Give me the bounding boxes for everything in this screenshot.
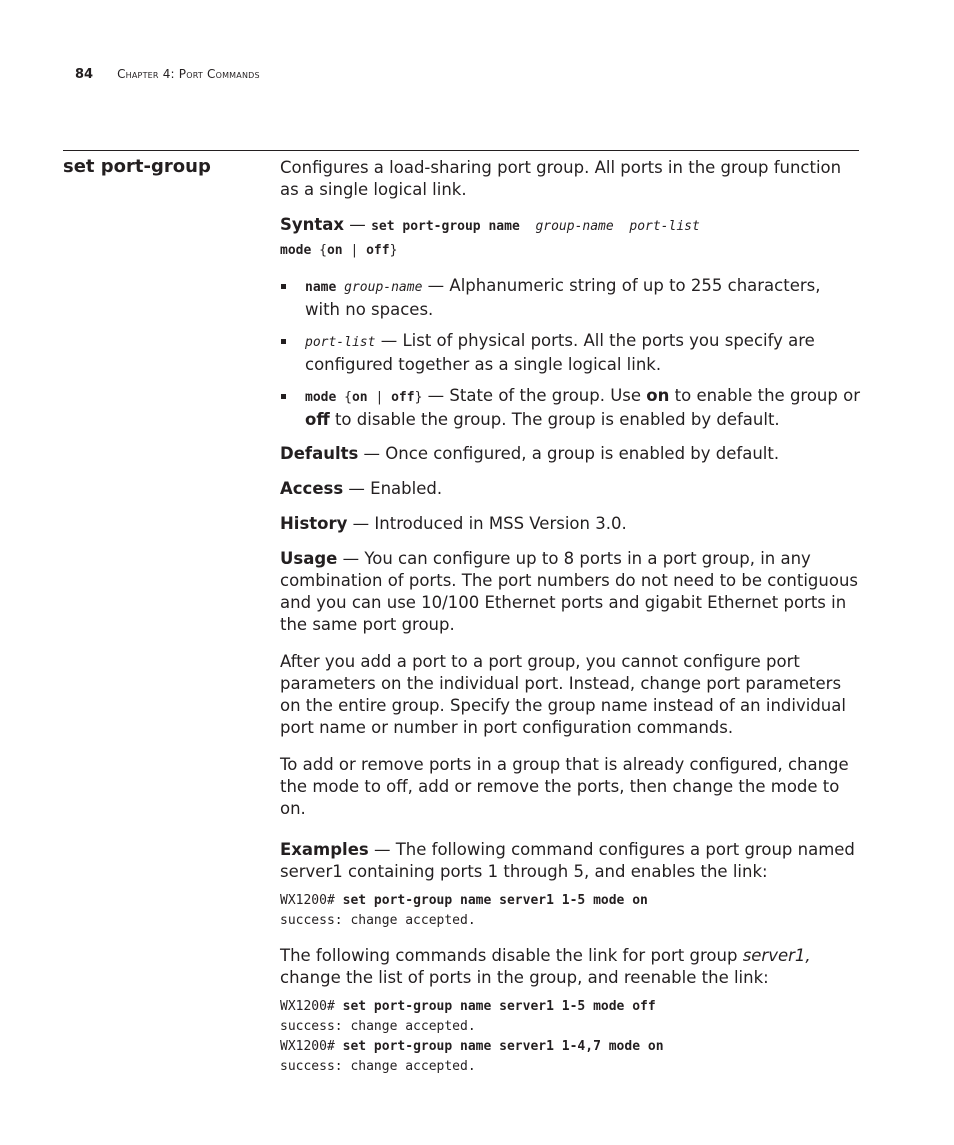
parameter-list: [280, 275, 860, 431]
examples-label: Examples: [280, 840, 369, 859]
syntax-label: Syntax: [280, 215, 345, 234]
syntax-brace-close: }: [389, 243, 398, 258]
page-number: 84: [75, 67, 94, 82]
examples-text-2a: The following commands disable the link for port group: [280, 946, 743, 965]
param-brace-close: }: [414, 390, 423, 405]
code-output: success: change accepted.: [280, 1019, 476, 1034]
code-output: success: change accepted.: [280, 1059, 476, 1074]
examples-paragraph-2: [280, 945, 860, 989]
intro-paragraph: Configures a load-sharing port group. All ports in the group function as a single logical link.: [280, 158, 842, 199]
access-label: Access: [280, 479, 344, 498]
code-command: set port-group name server1 1-5 mode off: [342, 999, 656, 1014]
param-keyword: name: [305, 280, 337, 295]
param-arg: group-name: [344, 280, 423, 295]
syntax-arg-group-name: group-name: [535, 219, 614, 234]
access-text: — Enabled.: [343, 479, 443, 498]
param-keyword: mode: [305, 390, 337, 405]
param-description: to enable the group or: [669, 386, 860, 405]
code-command: set port-group name server1 1-4,7 mode on: [342, 1039, 664, 1054]
code-command: set port-group name server1 1-5 mode on: [342, 893, 648, 908]
history-label: History: [280, 514, 348, 533]
syntax-cmd: set port-group name: [371, 219, 520, 234]
syntax-off: off: [366, 243, 390, 258]
code-prompt: WX1200#: [280, 999, 343, 1014]
param-bold-off: off: [305, 410, 330, 429]
param-description: — List of physical ports. All the ports you specify are configured together as a single logical link.: [305, 331, 815, 374]
history-paragraph: [280, 513, 860, 535]
param-bold-on: on: [646, 386, 670, 405]
syntax-on: on: [326, 243, 343, 258]
code-prompt: WX1200#: [280, 1039, 343, 1054]
code-prompt: WX1200#: [280, 893, 343, 908]
history-text: — Introduced in MSS Version 3.0.: [347, 514, 627, 533]
access-paragraph: [280, 478, 860, 500]
usage-paragraph-2: After you add a port to a port group, you cannot configure port parameters on the individual port. Instead, change port parameters on the entire group. Specify the group name instead of an individual port name or number in port configuration commands.: [280, 652, 846, 737]
examples-text: — The following command configures a port group named server1 containing ports 1 through 5, and enables the link:: [280, 840, 855, 881]
param-pipe: |: [367, 390, 392, 405]
syntax-pipe: |: [342, 243, 367, 258]
chapter-title: Chapter 4: Port Commands: [117, 67, 260, 81]
defaults-text: — Once configured, a group is enabled by default.: [358, 444, 780, 463]
section-title: set port-group: [63, 156, 211, 177]
syntax-dash: —: [344, 215, 372, 234]
list-item: [280, 385, 860, 431]
code-output: success: change accepted.: [280, 913, 476, 928]
list-item: [280, 330, 860, 376]
usage-label: Usage: [280, 549, 338, 568]
param-description: — Alphanumeric string of up to 255 characters, with no spaces.: [305, 276, 821, 319]
syntax-brace-open: {: [311, 243, 327, 258]
section-rule: [63, 150, 859, 151]
param-description: — State of the group. Use: [422, 386, 647, 405]
defaults-label: Defaults: [280, 444, 359, 463]
code-block-2: [280, 997, 860, 1077]
code-block-1: [280, 891, 860, 931]
list-item: [280, 275, 860, 321]
section-body: [280, 157, 860, 1091]
syntax-arg-port-list: port-list: [629, 219, 700, 234]
usage-paragraph: [280, 548, 860, 636]
running-header: [75, 67, 260, 82]
param-off: off: [391, 390, 415, 405]
param-on: on: [351, 390, 368, 405]
examples-text-2b: change the list of ports in the group, and reenable the link:: [280, 968, 769, 987]
examples-paragraph: [280, 839, 860, 883]
defaults-paragraph: [280, 443, 860, 465]
param-brace-open: {: [336, 390, 352, 405]
usage-text: — You can configure up to 8 ports in a port group, in any combination of ports. The port numbers do not need to be contiguous and you can use 10/100 Ethernet ports and gigabit Ethernet ports in the same port group.: [280, 549, 859, 634]
syntax-mode-keyword: mode: [280, 243, 312, 258]
usage-paragraph-3: To add or remove ports in a group that is already configured, change the mode to off, add or remove the ports, then change the mode to on.: [280, 755, 849, 818]
param-arg: port-list: [305, 335, 376, 350]
examples-italic-group: server1,: [742, 946, 811, 965]
param-description: to disable the group. The group is enabled by default.: [329, 410, 780, 429]
syntax-paragraph: [280, 214, 860, 262]
